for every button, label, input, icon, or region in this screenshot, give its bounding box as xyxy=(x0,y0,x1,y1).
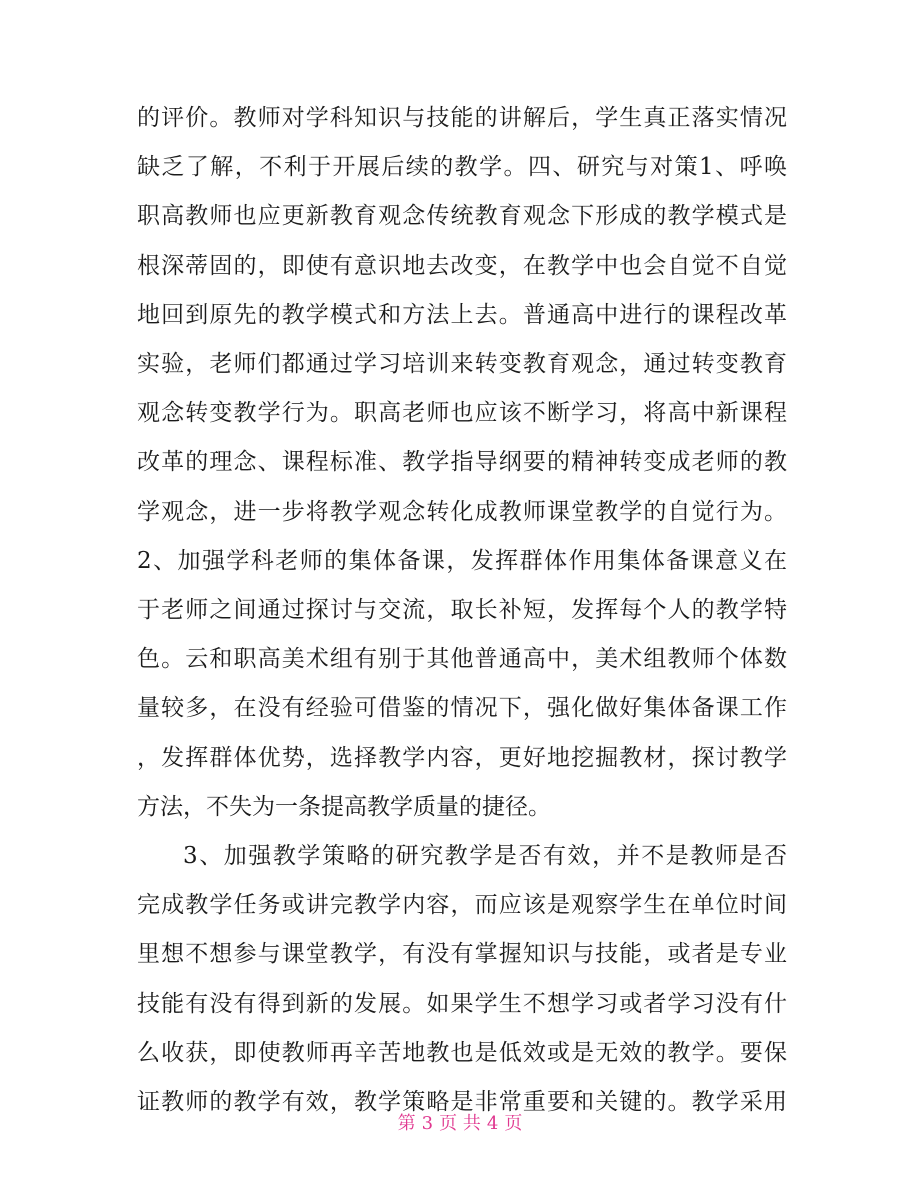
footer-prefix: 第 xyxy=(397,1113,416,1134)
text-line: 量较多，在没有经验可借鉴的情况下，强化做好集体备课工作 xyxy=(137,695,787,721)
text-line: 职高教师也应更新教育观念传统教育观念下形成的教学模式是 xyxy=(137,203,787,229)
text-line: 缺乏了解，不利于开展后续的教学。四、研究与对策1、呼唤 xyxy=(137,154,787,180)
text-line: 地回到原先的教学模式和方法上去。普通高中进行的课程改革 xyxy=(137,302,787,328)
footer-middle: 页 共 xyxy=(439,1113,481,1134)
text-line: 观念转变教学行为。职高老师也应该不断学习，将高中新课程 xyxy=(137,400,787,426)
text-line: 完成教学任务或讲完教学内容，而应该是观察学生在单位时间 xyxy=(137,892,787,918)
text-line: 3、加强教学策略的研究教学是否有效，并不是教师是否 xyxy=(183,843,787,869)
text-line: 证教师的教学有效，教学策略是非常重要和关键的。教学采用 xyxy=(137,1089,787,1115)
text-line: 技能有没有得到新的发展。如果学生不想学习或者学习没有什 xyxy=(137,991,787,1017)
text-line: 里想不想参与课堂教学，有没有掌握知识与技能，或者是专业 xyxy=(137,941,787,967)
text-line: 根深蒂固的，即使有意识地去改变，在教学中也会自觉不自觉 xyxy=(137,253,787,279)
text-line: ，发挥群体优势，选择教学内容，更好地挖掘教材，探讨教学 xyxy=(137,745,787,771)
text-line: 色。云和职高美术组有别于其他普通高中，美术组教师个体数 xyxy=(137,646,787,672)
text-line: 学观念，进一步将教学观念转化成教师课堂教学的自觉行为。 xyxy=(137,499,787,525)
footer-total-pages: 4 xyxy=(486,1113,499,1134)
text-line: 于老师之间通过探讨与交流，取长补短，发挥每个人的教学特 xyxy=(137,597,787,623)
text-line: 2、加强学科老师的集体备课，发挥群体作用集体备课意义在 xyxy=(137,548,787,574)
text-line: 方法，不失为一条提高教学质量的捷径。 xyxy=(137,794,551,820)
text-line: 改革的理念、课程标准、教学指导纲要的精神转变成老师的教 xyxy=(137,449,787,475)
footer-current-page: 3 xyxy=(421,1113,434,1134)
text-line: 实验，老师们都通过学习培训来转变教育观念，通过转变教育 xyxy=(137,351,787,377)
text-line: 么收获，即使教师再辛苦地教也是低效或是无效的教学。要保 xyxy=(137,1040,787,1066)
text-line: 的评价。教师对学科知识与技能的讲解后，学生真正落实情况 xyxy=(137,105,787,131)
footer-suffix: 页 xyxy=(504,1113,523,1134)
